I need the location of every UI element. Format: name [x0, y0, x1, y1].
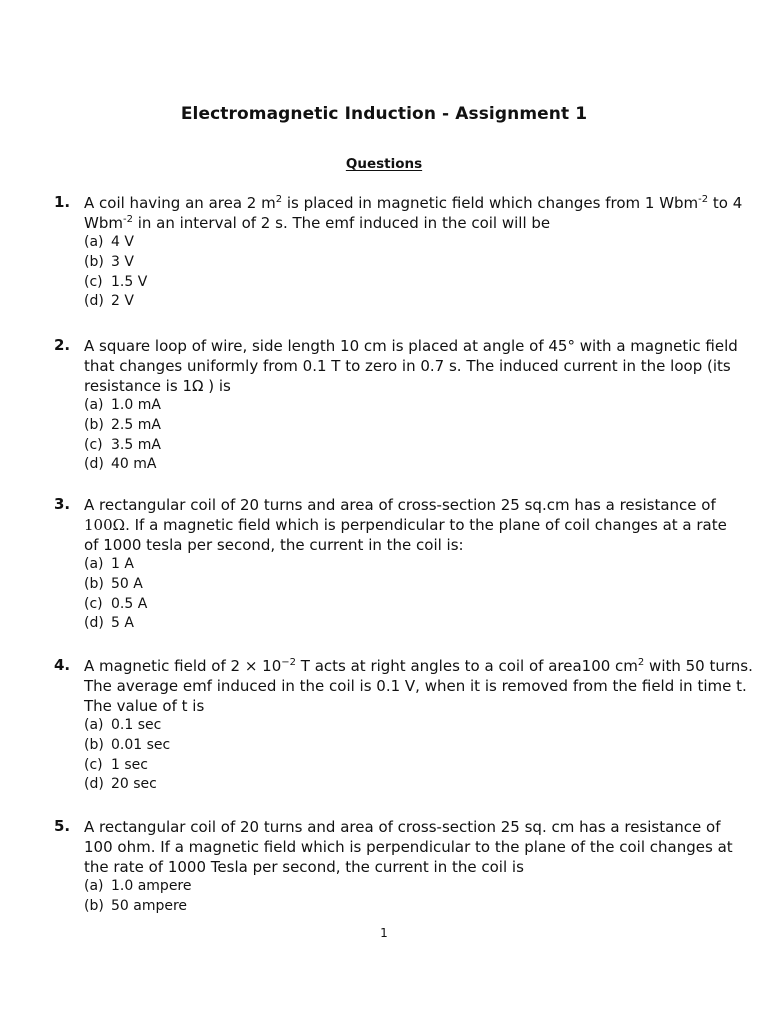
- text-run: A coil having an area 2 m: [84, 194, 276, 212]
- option-label: (d): [84, 615, 104, 632]
- option-label: (b): [84, 416, 104, 433]
- option-text: 5 A: [111, 615, 134, 632]
- question-text: [84, 336, 738, 396]
- option-text: 1 A: [111, 556, 134, 572]
- option-text: 3.5 mA: [111, 436, 161, 453]
- question-line: [84, 213, 724, 233]
- option-d: [84, 775, 724, 795]
- option-text: 2 V: [111, 293, 134, 310]
- option-text: 1.5 V: [111, 273, 148, 290]
- text-run: T acts at right angles to a coil of area100 cm: [296, 657, 638, 675]
- question-line: A rectangular coil of 20 turns and area of cross-section 25 sq. cm has a resistance of: [84, 818, 721, 836]
- option-label: (c): [84, 756, 103, 773]
- question-number: 1.: [54, 193, 71, 211]
- text-run: is placed in magnetic field which changes from 1 Wbm: [282, 194, 699, 212]
- option-label: (b): [84, 253, 104, 270]
- option-label: (a): [84, 556, 104, 572]
- answer-options: [84, 716, 724, 795]
- option-text: 50 A: [111, 575, 143, 592]
- question-number: 5.: [54, 817, 71, 835]
- option-label: (a): [84, 878, 104, 894]
- question-2: [54, 336, 738, 475]
- option-text: 1 sec: [111, 756, 148, 773]
- text-run: . If a magnetic field which is perpendicular to the plane of coil changes at a rate: [125, 516, 727, 534]
- option-label: (b): [84, 736, 104, 753]
- option-text: 40 mA: [111, 456, 157, 473]
- option-text: 0.01 sec: [111, 736, 171, 753]
- superscript: 2: [637, 657, 645, 668]
- option-label: (c): [84, 436, 103, 453]
- question-line: the rate of 1000 Tesla per second, the current in the coil is: [84, 858, 524, 876]
- option-c: [84, 595, 724, 615]
- superscript: −2: [281, 657, 296, 668]
- option-a: [84, 396, 724, 416]
- option-a: [84, 877, 724, 897]
- question-line: The average emf induced in the coil is 0.1 V, when it is removed from the field in time t.: [84, 677, 747, 695]
- question-5: [54, 817, 733, 917]
- question-line: The value of t is: [84, 697, 205, 715]
- option-label: (c): [84, 595, 103, 612]
- question-text: [84, 656, 753, 716]
- question-line: [84, 193, 743, 213]
- text-run: Wbm: [84, 214, 123, 232]
- option-text: 1.0 ampere: [111, 878, 192, 894]
- option-text: 0.1 sec: [111, 717, 162, 733]
- text-run: in an interval of 2 s. The emf induced in the coil will be: [132, 214, 551, 232]
- question-1: [54, 193, 743, 312]
- option-d: [84, 614, 724, 634]
- text-run: A magnetic field of 2 × 10: [84, 657, 282, 675]
- text-run: to 4: [708, 194, 743, 212]
- option-label: (d): [84, 456, 104, 473]
- text-run: with 50 turns.: [644, 657, 753, 675]
- question-text: [84, 193, 743, 233]
- option-b: [84, 416, 724, 436]
- option-a: [84, 233, 724, 253]
- answer-options: [84, 233, 724, 312]
- option-label: (b): [84, 575, 104, 592]
- option-label: (b): [84, 897, 104, 914]
- answer-options: [84, 555, 724, 634]
- document-title: Electromagnetic Induction - Assignment 1: [180, 104, 588, 124]
- option-a: [84, 555, 724, 575]
- option-text: 1.0 mA: [111, 397, 161, 413]
- option-a: [84, 716, 724, 736]
- option-b: [84, 575, 724, 595]
- question-text: [84, 495, 727, 555]
- option-b: [84, 736, 724, 756]
- option-text: 4 V: [111, 234, 134, 250]
- option-label: (a): [84, 397, 104, 413]
- question-line: A square loop of wire, side length 10 cm is placed at angle of 45° with a magnetic field: [84, 337, 738, 355]
- option-text: 20 sec: [111, 776, 157, 793]
- option-d: [84, 455, 724, 475]
- question-number: 2.: [54, 336, 71, 354]
- option-label: (c): [84, 273, 103, 290]
- question-3: [54, 495, 727, 634]
- question-text: [84, 817, 733, 877]
- question-line: [84, 515, 727, 535]
- superscript: -2: [122, 214, 133, 225]
- option-text: 0.5 A: [111, 595, 148, 612]
- question-4: [54, 656, 753, 795]
- section-heading: Questions: [345, 156, 423, 172]
- option-label: (a): [84, 234, 104, 250]
- option-d: [84, 292, 724, 312]
- question-line: of 1000 tesla per second, the current in the coil is:: [84, 536, 464, 554]
- resistance-symbol: 100Ω: [84, 516, 126, 534]
- superscript: 2: [275, 194, 283, 205]
- option-label: (d): [84, 293, 104, 310]
- option-b: [84, 897, 724, 917]
- question-line: resistance is 1Ω ) is: [84, 377, 231, 395]
- option-text: 3 V: [111, 253, 134, 270]
- question-line: A rectangular coil of 20 turns and area of cross-section 25 sq.cm has a resistance of: [84, 496, 716, 514]
- option-label: (a): [84, 717, 104, 733]
- option-text: 50 ampere: [111, 897, 188, 914]
- question-line: that changes uniformly from 0.1 T to zero in 0.7 s. The induced current in the loop (its: [84, 357, 731, 375]
- option-c: [84, 273, 724, 293]
- option-label: (d): [84, 776, 104, 793]
- question-number: 4.: [54, 656, 71, 674]
- answer-options: [84, 877, 724, 917]
- answer-options: [84, 396, 724, 475]
- option-b: [84, 253, 724, 273]
- option-c: [84, 756, 724, 776]
- option-c: [84, 436, 724, 456]
- question-line: 100 ohm. If a magnetic field which is perpendicular to the plane of the coil changes at: [84, 838, 733, 856]
- question-number: 3.: [54, 495, 71, 513]
- question-line: [84, 656, 753, 676]
- option-text: 2.5 mA: [111, 416, 161, 433]
- page-number: 1: [380, 926, 388, 940]
- superscript: -2: [698, 194, 709, 205]
